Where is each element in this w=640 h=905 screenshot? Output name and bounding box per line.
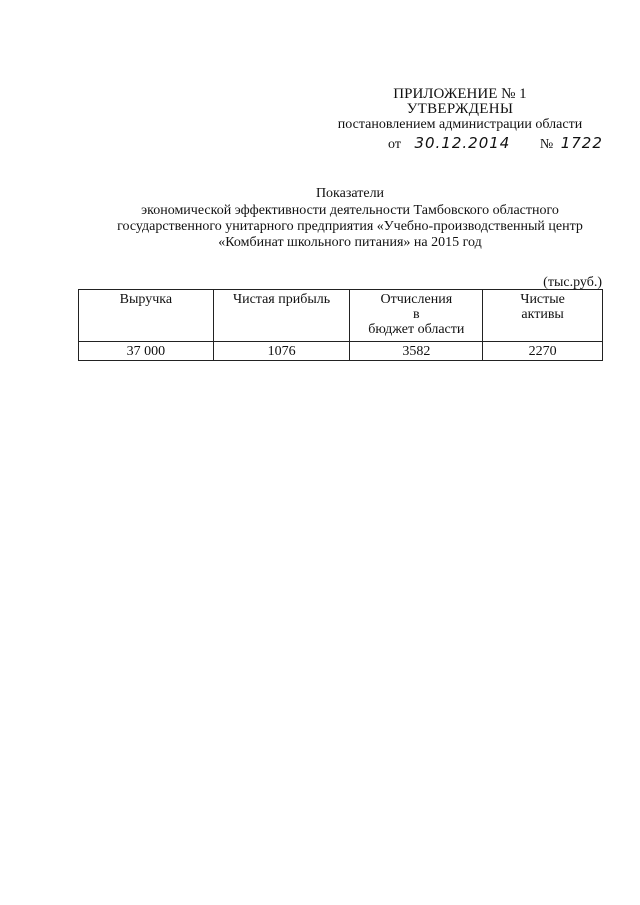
cell-net-assets: 2270 [483, 342, 603, 361]
cell-revenue: 37 000 [79, 342, 214, 361]
header-budget-deductions [350, 290, 483, 342]
doc-subtitle-line-2: государственного унитарного предприятия «Учебно-производственный центр [117, 219, 583, 234]
header-net-profit: Чистая прибыль [213, 290, 350, 342]
header-budget-deductions-line-2: в [413, 307, 420, 322]
cell-net-profit: 1076 [213, 342, 350, 361]
number-sign: № [539, 137, 554, 152]
handwritten-date: 30.12.2014 [414, 134, 511, 152]
appendix-label: ПРИЛОЖЕНИЕ № 1 [393, 86, 527, 102]
doc-subtitle-line-1: экономической эффективности деятельности Тамбовского областного [141, 203, 559, 218]
indicators-table [78, 289, 603, 361]
header-net-assets-line-2: активы [521, 307, 564, 322]
approved-label: УТВЕРЖДЕНЫ [406, 101, 514, 117]
cell-budget-deductions: 3582 [350, 342, 483, 361]
approved-by: постановлением администрации области [337, 117, 583, 132]
table-header-row [79, 290, 603, 342]
header-net-assets-line-1: Чистые [520, 292, 565, 307]
header-revenue: Выручка [79, 290, 214, 342]
doc-title: Показатели [315, 186, 385, 201]
doc-subtitle-line-3: «Комбинат школьного питания» на 2015 год [218, 235, 482, 250]
date-prefix: от [388, 137, 401, 152]
handwritten-number: 1722 [560, 134, 603, 152]
decree-date-line [388, 134, 603, 153]
table-row [79, 342, 603, 361]
header-budget-deductions-line-3: бюджет области [368, 322, 465, 337]
unit-label: (тыс.руб.) [543, 275, 602, 290]
header-budget-deductions-line-1: Отчисления [380, 292, 453, 307]
header-net-assets [483, 290, 603, 342]
